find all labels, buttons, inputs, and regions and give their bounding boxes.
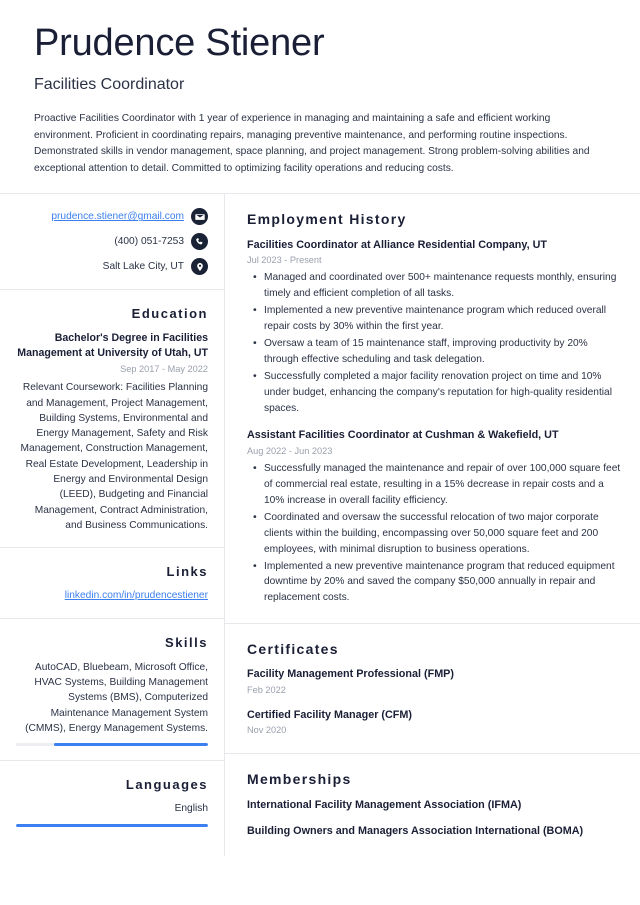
- education-block: [0, 290, 224, 548]
- employment-entry-date: Jul 2023 - Present: [247, 254, 322, 265]
- employment-entry: [247, 238, 622, 417]
- certificate-date: Nov 2020: [247, 725, 287, 735]
- map-pin-icon: [191, 258, 208, 275]
- employment-entry-title: Facilities Coordinator at Alliance Residential Company, UT: [247, 238, 547, 251]
- links-heading: Links: [166, 564, 208, 580]
- bullet-item: • Implemented a new preventive maintenance program which reduced overall repair costs by 30% within the first year.: [264, 303, 622, 335]
- profile-summary: Proactive Facilities Coordinator with 1 year of experience in managing and maintaining a safe and efficient working environment. Proficient in coordinating repairs, managing preventive maintenance, and performing routine inspections. Demonstrated skills in vendor management, space planning, and project management. Strong problem-solving abilities and exceptional attention to detail. Committed to optimizing facility operations and reducing costs.: [34, 113, 590, 174]
- skills-text: AutoCAD, Bluebeam, Microsoft Office, HVAC Systems, Building Management Systems (BMS), Computerized Maintenance Management System (CMMS), Energy Management Systems.: [25, 661, 208, 734]
- main-column: [225, 194, 640, 855]
- skills-level-bar: [16, 743, 208, 746]
- memberships-heading: Memberships: [247, 771, 352, 788]
- certificate-entry: [247, 708, 622, 737]
- candidate-name: Prudence Stiener: [34, 22, 325, 64]
- language-name-english: English: [174, 803, 208, 815]
- employment-entry: [247, 428, 622, 606]
- bullet-item: • Implemented a new preventive maintenance program that reduced equipment downtime by 20% and saved the company $50,000 annually in repair and replacement costs.: [264, 559, 622, 607]
- envelope-icon: [191, 208, 208, 225]
- language-level-bar: [16, 824, 208, 827]
- location-value: Salt Lake City, UT: [102, 261, 184, 273]
- employment-entry-title: Assistant Facilities Coordinator at Cushman & Wakefield, UT: [247, 429, 559, 442]
- candidate-job-title: Facilities Coordinator: [34, 75, 185, 93]
- education-degree: Bachelor's Degree in Facilities Management at University of Utah, UT: [17, 332, 208, 360]
- skills-heading: Skills: [165, 634, 208, 650]
- employment-block: [225, 194, 640, 624]
- memberships-block: [225, 754, 640, 855]
- resume-body: [0, 194, 640, 855]
- resume-header: [0, 0, 640, 193]
- bullet-item: • Successfully completed a major facility renovation project on time and 10% under budget, enhancing the company's reputation for high-quality residential spaces.: [264, 369, 622, 417]
- employment-entry-bullets: [247, 461, 622, 606]
- employment-entry-bullets: [247, 270, 622, 416]
- languages-heading: Languages: [125, 777, 208, 793]
- skills-level-fill: [54, 743, 208, 746]
- education-heading: Education: [131, 306, 208, 322]
- links-block: [0, 548, 224, 619]
- certificates-heading: Certificates: [247, 641, 339, 658]
- contact-row-phone[interactable]: [16, 233, 208, 250]
- certificate-title: Facility Management Professional (FMP): [247, 668, 454, 681]
- membership-item: International Facility Management Association (IFMA): [247, 798, 522, 811]
- languages-block: [0, 761, 224, 841]
- certificate-date: Feb 2022: [247, 684, 286, 695]
- bullet-item: • Oversaw a team of 15 maintenance staff, improving productivity by 20% through effective scheduling and task delegation.: [264, 336, 622, 368]
- skills-block: [0, 619, 224, 761]
- contact-row-email[interactable]: [16, 208, 208, 225]
- membership-item: Building Owners and Managers Association International (BOMA): [247, 825, 584, 838]
- bullet-item: • Managed and coordinated over 500+ maintenance requests monthly, ensuring timely and efficient completion of all tasks.: [264, 270, 622, 302]
- employment-heading: Employment History: [247, 211, 407, 228]
- sidebar-column: [0, 194, 225, 855]
- email-value[interactable]: prudence.stiener@gmail.com: [51, 211, 184, 223]
- phone-value: (400) 051-7253: [114, 236, 184, 248]
- education-date: Sep 2017 - May 2022: [120, 364, 208, 375]
- contact-row-location: [16, 258, 208, 275]
- contact-block: [0, 194, 224, 290]
- education-description: Relevant Coursework: Facilities Planning and Management, Project Management, Building Systems, Environmental and Energy Management, Safety and Risk Management, Construction Management, Real Estate Development, Leadership in Energy and Environmental Design (LEED), Budgeting and Financial Management, Contract Administration, and Business Communications.: [20, 382, 208, 531]
- bullet-item: • Coordinated and oversaw the successful relocation of two major corporate clients within the building, encompassing over 50,000 square feet and 200 employees, with minimal disruption to business operations.: [264, 510, 622, 558]
- link-item-linkedin[interactable]: linkedin.com/in/prudencestiener: [64, 590, 208, 602]
- certificate-title: Certified Facility Manager (CFM): [247, 708, 412, 721]
- employment-entry-date: Aug 2022 - Jun 2023: [247, 445, 333, 456]
- language-level-fill: [16, 824, 208, 827]
- bullet-item: • Successfully managed the maintenance and repair of over 100,000 square feet of commercial real estate, resulting in a 15% decrease in repair costs and a 10% increase in overall facility efficiency.: [264, 461, 622, 509]
- certificates-block: [225, 624, 640, 754]
- phone-icon: [191, 233, 208, 250]
- certificate-entry: [247, 667, 622, 696]
